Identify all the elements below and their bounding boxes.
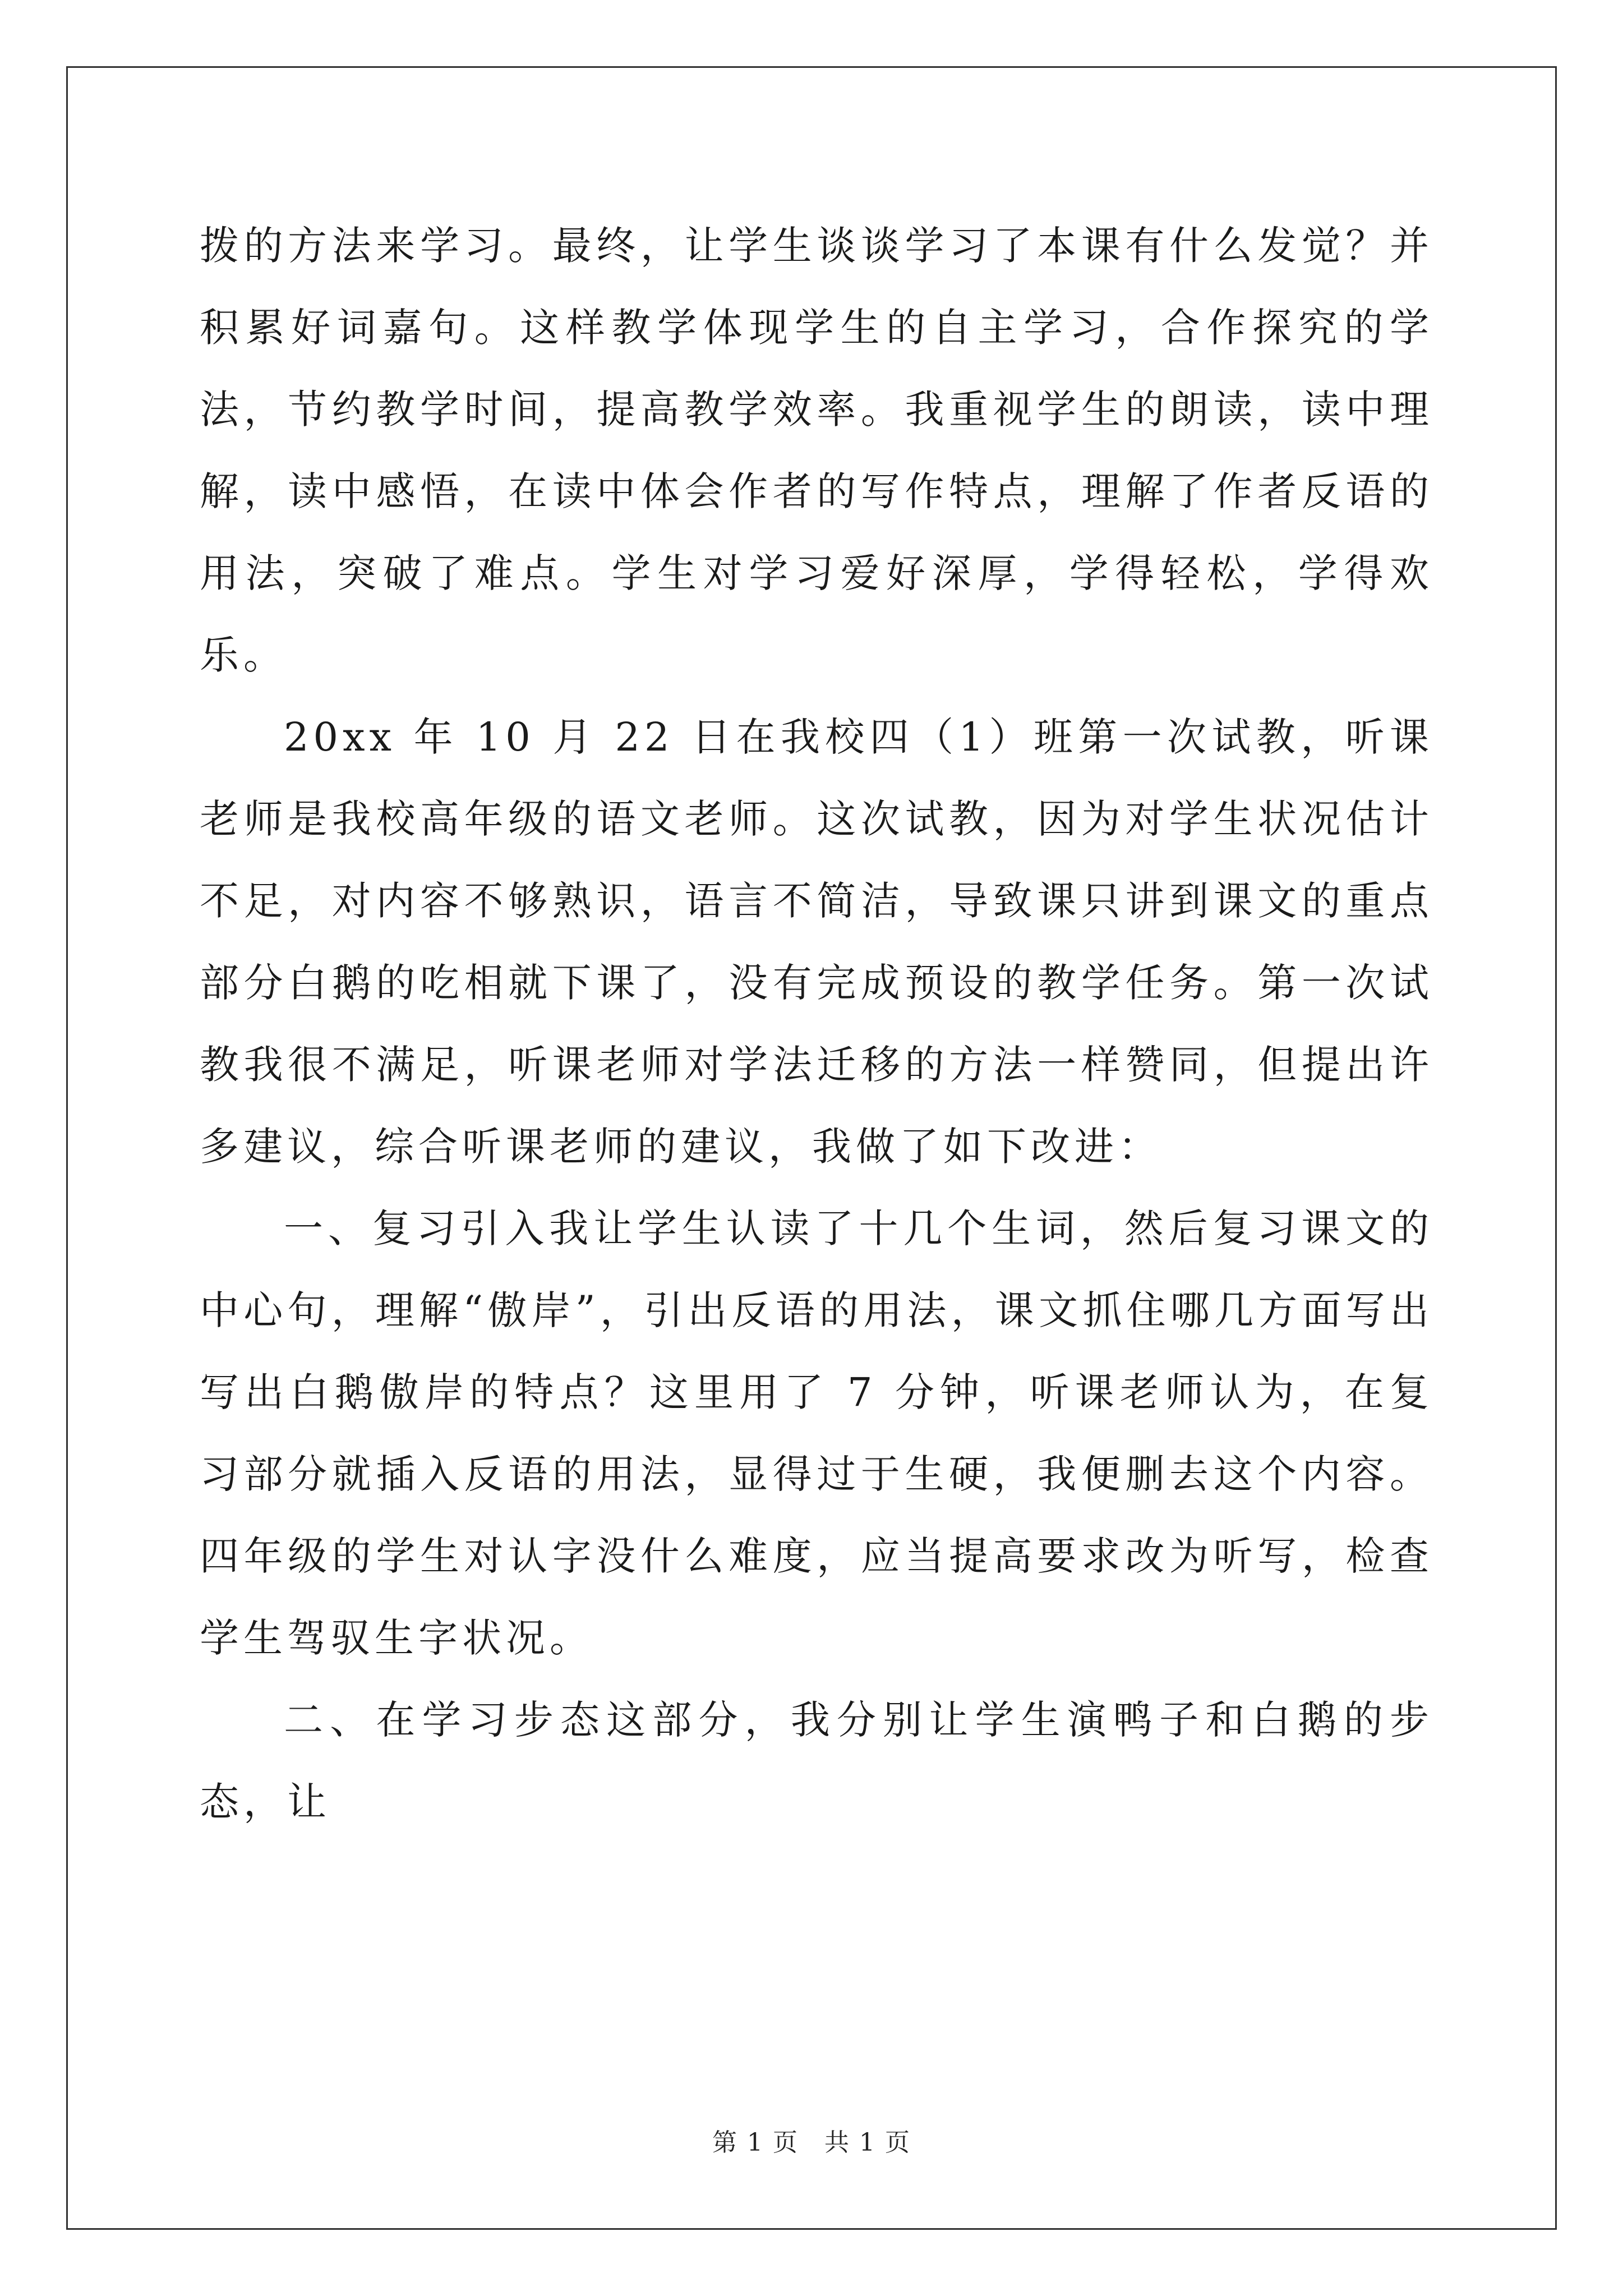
paragraph-2: 20xx 年 10 月 22 日在我校四（1）班第一次试教，听课老师是我校高年级的语文老师。这次试教，因为对学生状况估计不足，对内容不够熟识，语言不简洁，导致课只讲到课文的重点部分白鹅的吃相就下课了，没有完成预设的教学任务。第一次试教我很不满足，听课老师对学法迁移的方法一样赞同，但提出许多建议，综合听课老师的建议，我做了如下改进： — [200, 714, 1433, 1170]
paragraph-1: 拨的方法来学习。最终，让学生谈谈学习了本课有什么发觉？并积累好词嘉句。这样教学体现学生的自主学习，合作探究的学法，节约教学时间，提高教学效率。我重视学生的朗读，读中理解，读中感悟，在读中体会作者的写作特点，理解了作者反语的用法，突破了难点。学生对学习爱好深厚，学得轻松，学得欢乐。 — [200, 223, 1433, 678]
paragraph-4: 二、在学习步态这部分，我分别让学生演鸭子和白鹅的步态，让 — [200, 1697, 1433, 1825]
paragraph-3: 一、复习引入我让学生认读了十几个生词，然后复习课文的中心句，理解“傲岸”，引出反语的用法，课文抓住哪几方面写出写出白鹅傲岸的特点？这里用了 7 分钟，听课老师认为，在复习部分就插入反语的用法，显得过于生硬，我便删去这个内容。四年级的学生对认字没什么难度，应当提高要求改为听写，检查学生驾驭生字状况。 — [200, 1205, 1433, 1661]
document-body — [200, 205, 1433, 1843]
page-number-footer: 第 1 页 共 1 页 — [712, 2128, 911, 2157]
